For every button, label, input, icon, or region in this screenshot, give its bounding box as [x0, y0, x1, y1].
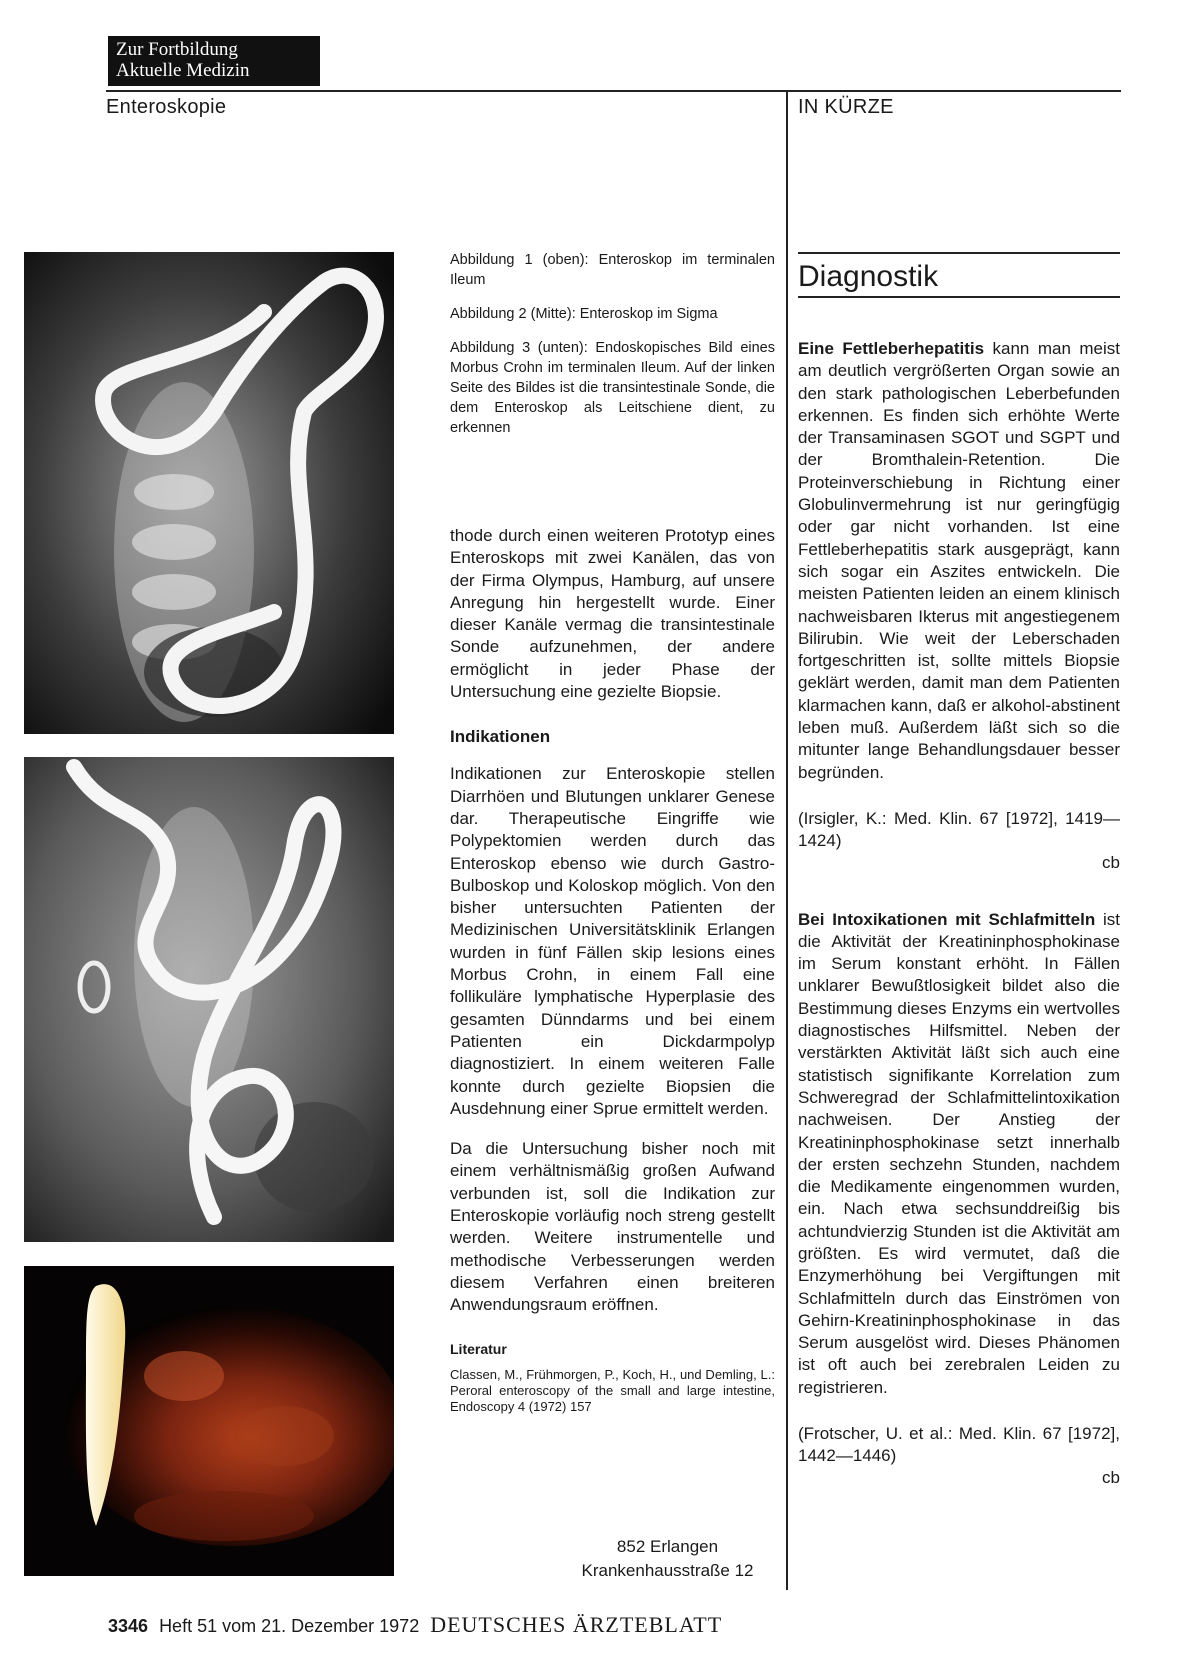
kurz-item-2-lead: Bei Intoxikationen mit Schlafmitteln — [798, 909, 1096, 929]
kurz-item-1-ref: (Irsigler, K.: Med. Klin. 67 [1972], 1419—1424) — [798, 808, 1120, 851]
kurz-item-1-text: kann man meist am deutlich vergrößerten Organ sowie an den stark pathologischen Leberbefunden erkennen. Es finden sich erhöhte Werte der Transaminasen SGOT und SGPT und der Bromthalein-Retention. Die Proteinverschiebung in Richtung einer Globulinvermehrung ist nur geringfügig oder gar nicht vorhanden. Ist eine Fettleberhepatitis stark ausgeprägt, kann sich sogar ein Aszites entwickeln. Die meisten Patienten leiden an einem klinisch nachweisbaren Ikterus mit angestiegenem Bilirubin. Wie weit der Leberschaden fortgeschritten ist, sollte mittels Biopsie geklärt werden, damit man dem Patienten klarmachen kann, daß er alkohol-abstinent leben muß. Außerdem läßt sich so die mitunter lange Behandlungsdauer besser begründen. — [798, 339, 1120, 782]
address-line-2: Krankenhausstraße 12 — [581, 1561, 754, 1580]
article-paragraph-2: Indikationen zur Enteroskopie stellen Diarrhöen und Blutungen unklarer Genese dar. Therapeutische Eingriffe wie Polypektomien werden durch das Enteroskop ebenso wie durch Gastro-Bulboskop und Koloskop möglich. Von den bisher untersuchten Patienten der Medizinischen Universitätsklinik Erlangen wurden in fünf Fällen skip lesions eines Morbus Crohn, in einem Fall eine follikuläre lymphatische Hyperplasie des gesamten Dünndarms und bei einem Patienten ein Dickdarmpolyp diagnostiziert. In einem weiteren Falle konnte durch gezielte Biopsien die Ausdehnung einer Sprue ermittelt werden. — [450, 764, 775, 1118]
xray-figure-1 — [24, 252, 394, 734]
figure-captions — [450, 250, 775, 452]
figure-caption-1: Abbildung 1 (oben): Enteroskop im terminalen Ileum — [450, 252, 775, 288]
address-line-1: 852 Erlangen — [616, 1537, 719, 1556]
section-title-left: Enteroskopie — [106, 96, 227, 118]
endoscopy-figure-3 — [24, 1266, 394, 1576]
article-paragraph-1: thode durch einen weiteren Prototyp eines Enteroskops mit zwei Kanälen, das von der Firma Olympus, Hamburg, auf unsere Anregung hin hergestellt wurde. Einer dieser Kanäle vermag die transintestinale Sonde aufzunehmen, der andere ermöglicht in jeder Phase der Untersuchung eine gezielte Biopsie. — [450, 526, 775, 702]
column-divider — [786, 90, 788, 1590]
kurz-item-2 — [798, 909, 1120, 1400]
diagnostik-title: Diagnostik — [798, 260, 939, 293]
literatur-heading: Literatur — [450, 1340, 507, 1357]
kurz-item-1 — [798, 338, 1120, 784]
issue-info: Heft 51 vom 21. Dezember 1972 — [159, 1616, 420, 1636]
header-badge — [108, 36, 320, 86]
journal-name: DEUTSCHES ÄRZTEBLATT — [430, 1612, 723, 1637]
kurz-item-2-sig: cb — [1102, 1468, 1120, 1488]
diagnostik-top-rule — [798, 252, 1120, 254]
diagnostik-bottom-rule — [798, 296, 1120, 298]
author-address — [560, 1535, 775, 1583]
article-paragraph-3: Da die Untersuchung bisher noch mit einem verhältnismäßig großen Aufwand verbunden ist, soll die Indikation zur Enteroskopie vorläufig noch streng gestellt werden. Weitere instrumentelle und methodische Verbesserungen werden diesem Verfahren einen breiteren Anwendungsraum eröffnen. — [450, 1139, 775, 1315]
literatur-reference: Classen, M., Frühmorgen, P., Koch, H., und Demling, L.: Peroral enteroscopy of the small and large intestine, Endoscopy 4 (1972) 157 — [450, 1366, 775, 1414]
badge-line-2: Aktuelle Medizin — [116, 60, 250, 81]
xray-image-2 — [24, 757, 394, 1242]
endoscopy-image-3 — [24, 1266, 394, 1576]
kurz-item-1-reference — [798, 808, 1120, 873]
xray-image-1 — [24, 252, 394, 734]
badge-line-1: Zur Fortbildung — [116, 39, 238, 60]
kurz-item-2-ref: (Frotscher, U. et al.: Med. Klin. 67 [1972], 1442—1446) — [798, 1424, 1120, 1466]
kurz-item-1-lead: Eine Fettleberhepatitis — [798, 339, 985, 358]
figure-caption-3: Abbildung 3 (unten): Endoskopisches Bild eines Morbus Crohn im terminalen Ileum. Auf der linken Seite des Bildes ist die transintestinale Sonde, die dem Enteroskop als Leitschiene dient, zu erkennen — [450, 340, 775, 436]
kurz-item-2-text: ist die Aktivität der Kreatininphosphokinase im Serum konstant erhöht. In Fällen unklarer Bewußtlosigkeit bildet also die Bestimmung dieses Enzyms ein wertvolles diagnostisches Hilfsmittel. Neben der verstärkten Aktivität läßt sich auch eine statistisch signifikante Korrelation zum Schweregrad der Schlafmittelintoxikation nachweisen. Der Anstieg der Kreatininphosphokinase setzt innerhalb der ersten sechzehn Stunden, nachdem die Medikamente eingenommen wurden, ein. Nach etwa sechsunddreißig bis achtundvierzig Stunden ist die Aktivität am größten. Es wird vermutet, daß die Enzymerhöhung bei Vergiftungen mit Schlafmitteln durch das Einströmen von Gehirn-Kreatininphosphokinase in das Serum ausgelöst wird. Dieses Phänomen ist oft auch bei zerebralen Leiden zu registrieren. — [798, 909, 1120, 1397]
xray-figure-2 — [24, 757, 394, 1242]
page-number: 3346 — [108, 1616, 149, 1636]
kurz-column — [798, 338, 1120, 1490]
figure-caption-2: Abbildung 2 (Mitte): Enteroskop im Sigma — [450, 306, 718, 322]
heading-indikationen: Indikationen — [450, 727, 551, 747]
page-footer — [108, 1612, 722, 1638]
article-body — [450, 525, 775, 1415]
kurz-item-2-reference — [798, 1423, 1120, 1488]
section-title-right: IN KÜRZE — [798, 96, 894, 118]
kurz-item-1-sig: cb — [1102, 853, 1120, 873]
header-rule — [106, 90, 1121, 92]
